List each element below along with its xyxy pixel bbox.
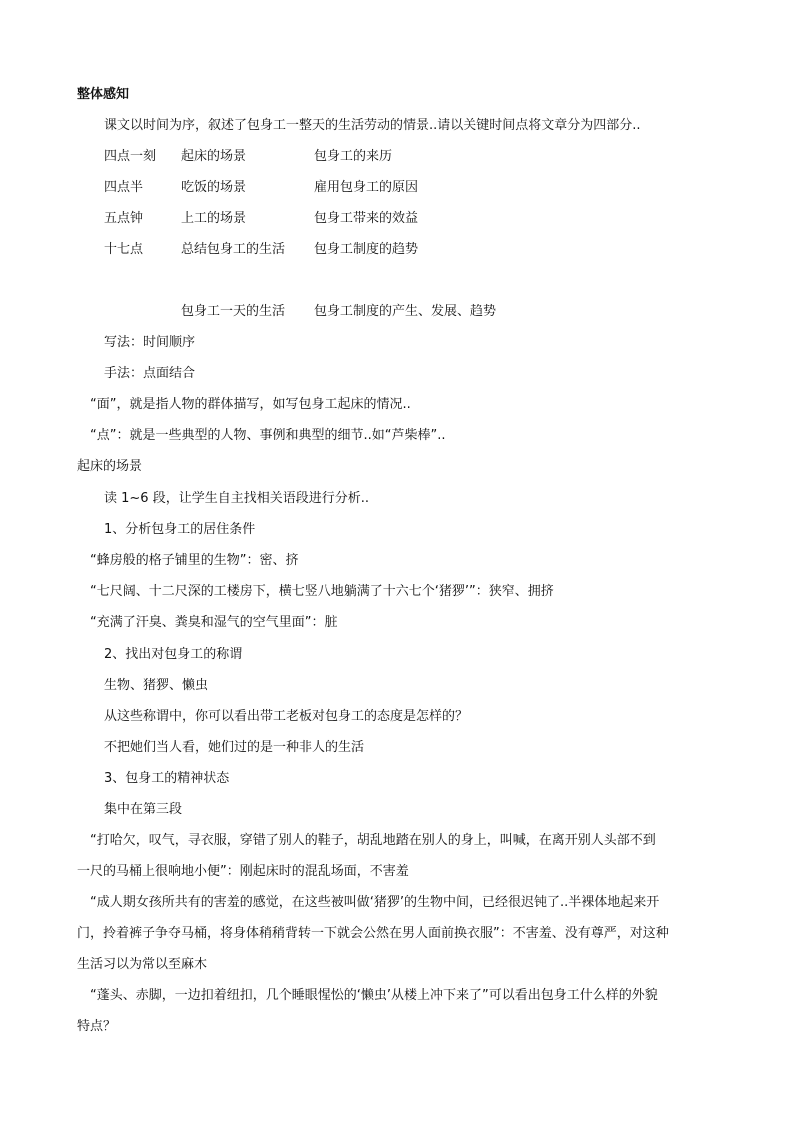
section-heading-overview: 整体感知 xyxy=(77,87,130,102)
intro-paragraph: 课文以时间为序，叙述了包身工一整天的生活劳动的情景..请以关键时间点将文章分为四部分.. xyxy=(104,118,641,133)
mian-definition: “面”，就是指人物的群体描写，如写包身工起床的情况.. xyxy=(90,397,411,412)
table-topic: 雇用包身工的原因 xyxy=(314,180,419,195)
text-line: “打哈欠，叹气，寻衣服，穿错了别人的鞋子，胡乱地踏在别人的身上，叫喊，在离开别人头部不到 xyxy=(90,833,656,848)
text-line: 从这些称谓中，你可以看出带工老板对包身工的态度是怎样的？ xyxy=(104,709,469,724)
table-time: 五点钟 xyxy=(104,211,144,226)
text-line: 3、包身工的精神状态 xyxy=(104,771,230,786)
table-topic: 包身工的来历 xyxy=(314,149,393,164)
text-line: 生物、猪猡、懒虫 xyxy=(104,678,209,693)
technique: 手法：点面结合 xyxy=(104,366,196,381)
writing-method: 写法：时间顺序 xyxy=(104,335,196,350)
table-scene: 吃饭的场景 xyxy=(181,180,247,195)
text-line: 不把她们当人看，她们过的是一种非人的生活 xyxy=(104,740,365,755)
dian-definition: “点”：就是一些典型的人物、事例和典型的细节..如“芦柴棒”.. xyxy=(90,428,446,443)
text-line: 读 1~6 段，让学生自主找相关语段进行分析.. xyxy=(104,491,369,506)
text-line: 门，拎着裤子争夺马桶，将身体稍稍背转一下就会公然在男人面前换衣服”：不害羞、没有尊严，对这种 xyxy=(77,926,669,941)
table-time: 四点半 xyxy=(104,180,144,195)
text-line: “蜂房般的格子铺里的生物”：密、挤 xyxy=(90,553,299,568)
table-topic: 包身工带来的效益 xyxy=(314,211,419,226)
text-line: 生活习以为常以至麻木 xyxy=(77,957,208,972)
text-line: “蓬头、赤脚，一边扣着纽扣，几个睡眼惺忪的‘懒虫’从楼上冲下来了”可以看出包身工什么样的外貌 xyxy=(90,988,658,1003)
text-line: 一尺的马桶上很响地小便”：刚起床时的混乱场面，不害羞 xyxy=(77,864,409,879)
summary-right: 包身工制度的产生、发展、趋势 xyxy=(314,304,497,319)
section-heading-rising: 起床的场景 xyxy=(77,459,143,474)
text-line: 1、分析包身工的居住条件 xyxy=(104,522,256,537)
summary-left: 包身工一天的生活 xyxy=(181,304,286,319)
table-scene: 总结包身工的生活 xyxy=(181,242,286,257)
text-line: “成人期女孩所共有的害羞的感觉，在这些被叫做‘猪猡’的生物中间，已经很迟钝了..半裸体地起来开 xyxy=(90,895,660,910)
table-topic: 包身工制度的趋势 xyxy=(314,242,419,257)
text-line: “充满了汗臭、粪臭和湿气的空气里面”：脏 xyxy=(90,615,338,630)
text-line: 2、找出对包身工的称谓 xyxy=(104,647,243,662)
text-line: 特点？ xyxy=(77,1019,117,1034)
table-time: 四点一刻 xyxy=(104,149,157,164)
text-line: “七尺阔、十二尺深的工楼房下，横七竖八地躺满了十六七个‘猪猡’”：狭窄、拥挤 xyxy=(90,584,554,599)
table-scene: 上工的场景 xyxy=(181,211,247,226)
table-time: 十七点 xyxy=(104,242,144,257)
text-line: 集中在第三段 xyxy=(104,802,183,817)
table-scene: 起床的场景 xyxy=(181,149,247,164)
